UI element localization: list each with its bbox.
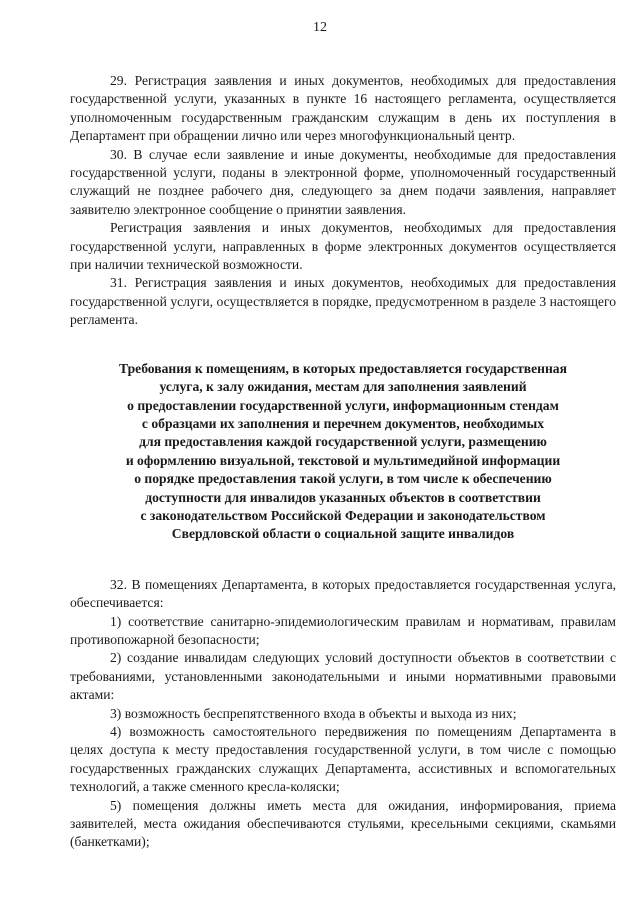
heading-line: для предоставления каждой государственной услуги, размещению	[139, 434, 547, 450]
heading-line: о порядке предоставления такой услуги, в том числе к обеспечению	[134, 471, 552, 487]
heading-line: услуга, к залу ожидания, местам для заполнения заявлений	[159, 379, 527, 395]
heading-line: и оформлению визуальной, текстовой и мультимедийной информации	[125, 452, 561, 468]
document-body	[70, 72, 616, 852]
paragraph-registration: Регистрация заявления и иных документов, необходимых для предоставления государственной услуги, направленных в форме электронных документов осуществляется при наличии технической возможности.	[70, 220, 616, 273]
list-item-5: 5) помещения должны иметь места для ожидания, информирования, приема заявителей, места ожидания обеспечиваются стульями, кресельными секциями, скамьями (банкетками);	[70, 797, 616, 850]
page-number: 12	[313, 20, 327, 35]
list-item-1: 1) соответствие санитарно-эпидемиологическим правилам и нормативам, правилам противопожарной безопасности;	[70, 613, 616, 647]
paragraph-29: 29. Регистрация заявления и иных документов, необходимых для предоставления государственной услуги, указанных в пункте 16 настоящего регламента, осуществляется уполномоченным государственным гражданским служащим в день их поступления в Департамент при обращении лично или через многофункциональный центр.	[70, 73, 616, 144]
heading-line: Требования к помещениям, в которых предоставляется государственная	[119, 360, 567, 376]
heading-line: доступности для инвалидов указанных объектов в соответствии	[145, 489, 541, 505]
section-heading	[70, 360, 616, 544]
heading-line: Свердловской области о социальной защите инвалидов	[171, 526, 515, 542]
paragraph-32: 32. В помещениях Департамента, в которых предоставляется государственная услуга, обеспечивается:	[70, 576, 616, 611]
heading-line: с образцами их заполнения и перечнем документов, необходимых	[141, 415, 545, 431]
heading-line: о предоставлении государственной услуги, информационным стендам	[127, 397, 559, 413]
list-item-4: 4) возможность самостоятельного передвижения по помещениям Департамента в целях доступа к месту предоставления государственной услуги, в том числе с помощью государственных гражданских служащих Департамента, ассистивных и вспомогательных технологий, а также сменного кресла-коляски;	[70, 724, 616, 795]
heading-line: с законодательством Российской Федерации и законодательством	[140, 507, 546, 523]
paragraph-30: 30. В случае если заявление и иные документы, необходимые для предоставления государственной услуги, поданы в электронной форме, уполномоченный государственный служащий не позднее рабочего дня, следующего за днем подачи заявления, направляет заявителю электронное сообщение о принятии заявления.	[70, 146, 616, 217]
paragraph-31: 31. Регистрация заявления и иных документов, необходимых для предоставления государственной услуги, осуществляется в порядке, предусмотренном в разделе 3 настоящего регламента.	[70, 275, 616, 328]
list-item-2: 2) создание инвалидам следующих условий доступности объектов в соответствии с требованиями, установленными законодательными и иными нормативными правовыми актами:	[70, 650, 616, 703]
list-item-3: 3) возможность беспрепятственного входа в объекты и выхода из них;	[110, 705, 517, 721]
